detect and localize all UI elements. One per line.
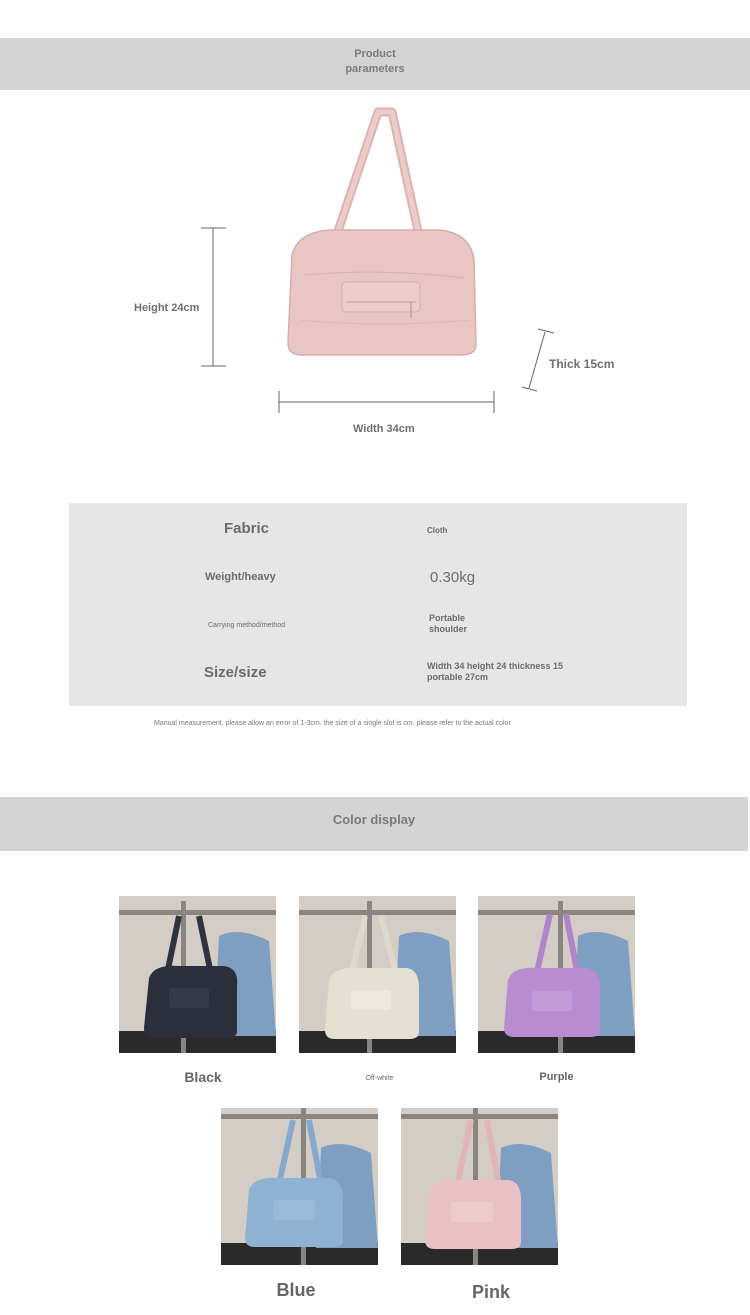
color-photo-purple[interactable]	[478, 896, 635, 1053]
width-label: Width 34cm	[353, 423, 415, 435]
black-bag-image	[119, 896, 276, 1053]
blue-bag-image	[221, 1108, 378, 1265]
main-bag-illustration	[120, 100, 640, 450]
color-display-header	[0, 797, 748, 851]
color-display-title: Color display	[332, 812, 416, 827]
param-value-carrying: Portable shoulder	[429, 613, 468, 634]
param-label-weight: Weight/heavy	[205, 571, 276, 583]
purple-bag-image	[478, 896, 635, 1053]
color-photo-blue[interactable]	[221, 1108, 378, 1265]
param-label-carrying: Carrying method/method	[208, 622, 286, 629]
param-label-fabric: Fabric	[224, 520, 270, 537]
color-label-black: Black	[184, 1069, 222, 1085]
pink-bag-image	[401, 1108, 558, 1265]
height-label: Height 24cm	[134, 302, 200, 314]
param-value-fabric: Cloth	[427, 526, 448, 535]
color-photo-pink[interactable]	[401, 1108, 558, 1265]
color-label-blue: Blue	[276, 1280, 316, 1300]
color-label-purple: Purple	[539, 1071, 574, 1083]
param-label-size: Size/size	[204, 664, 267, 681]
color-photo-off-white[interactable]	[299, 896, 456, 1053]
bag-dimension-diagram	[120, 100, 640, 450]
off-white-bag-image	[299, 896, 456, 1053]
thick-label: Thick 15cm	[549, 357, 615, 371]
measurement-note: Manual measurement, please allow an error of 1-3cm. the size of a single slot is cm. please refer to the actual color	[154, 720, 511, 727]
color-photo-black[interactable]	[119, 896, 276, 1053]
color-label-pink: Pink	[471, 1282, 510, 1302]
color-label-off-white: Off-white	[365, 1075, 394, 1082]
param-value-weight: 0.30kg	[430, 569, 476, 586]
product-parameters-title: Product parameters	[345, 48, 405, 75]
parameters-table	[69, 503, 687, 706]
param-value-size: Width 34 height 24 thickness 15 portable 27cm	[427, 661, 563, 682]
product-parameters-header	[0, 38, 750, 90]
